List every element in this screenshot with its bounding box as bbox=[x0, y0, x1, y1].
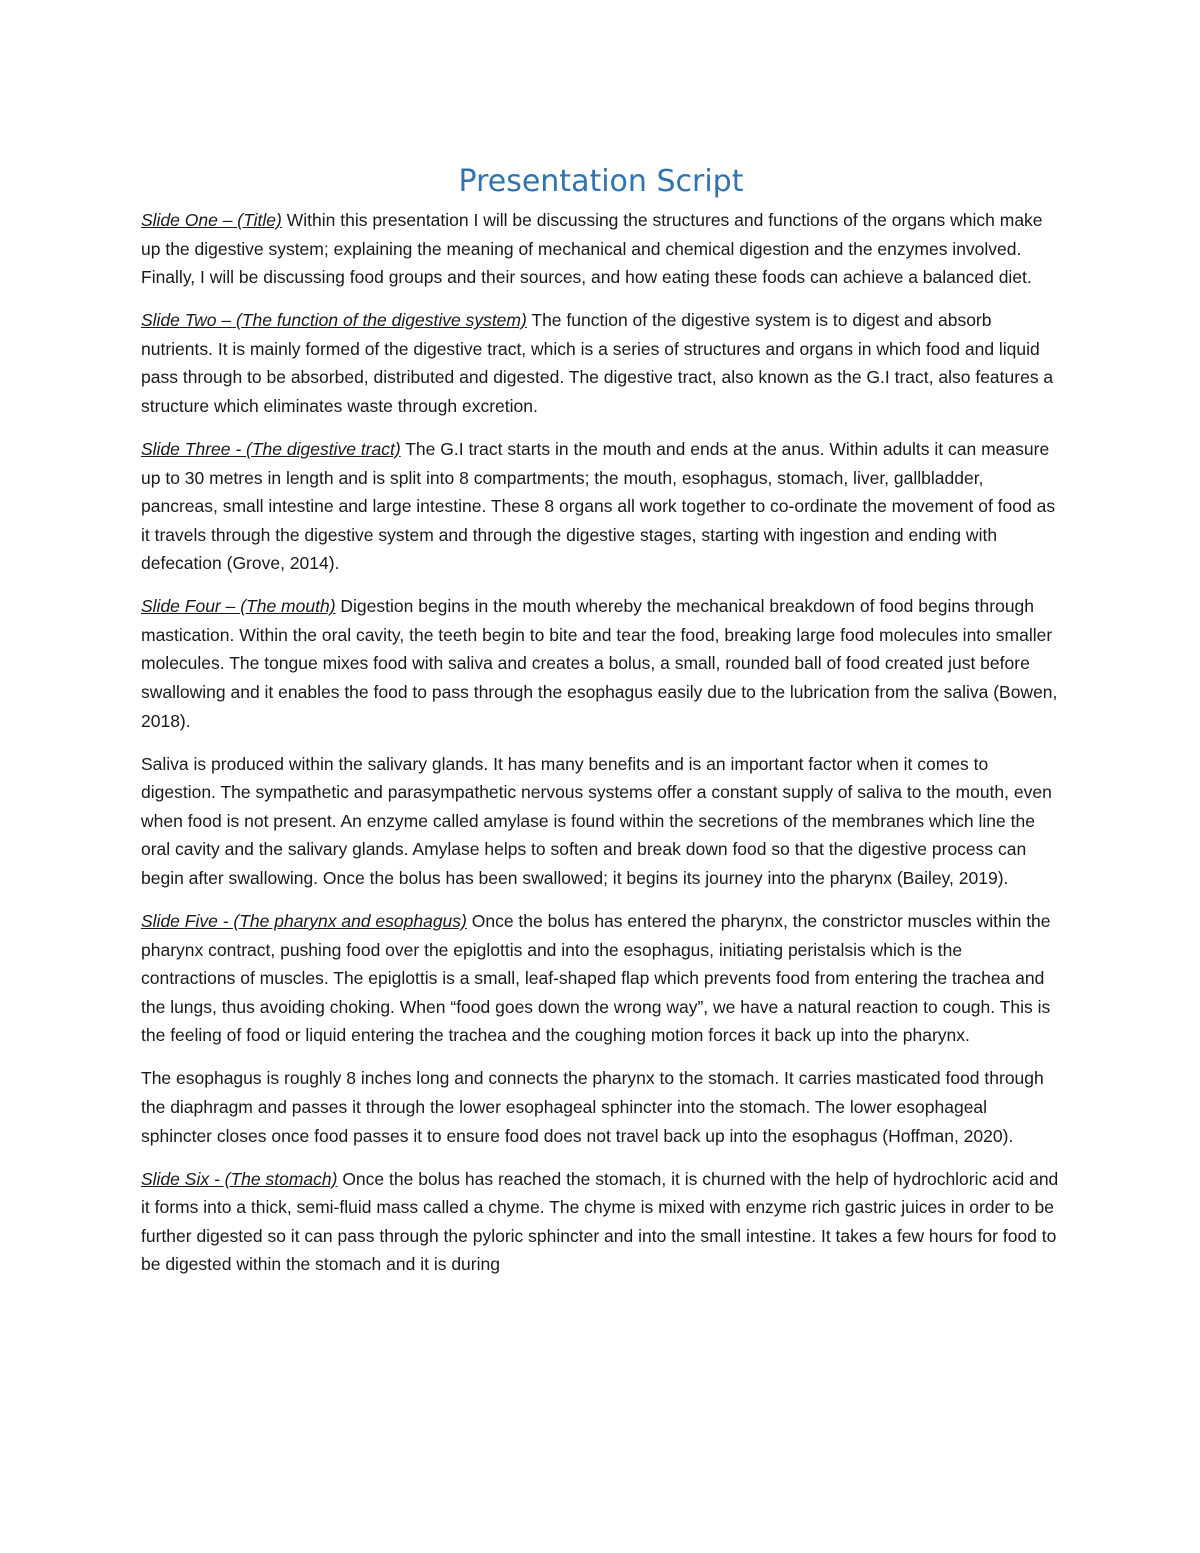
slide-label: Slide Two – (The function of the digestive system) bbox=[141, 310, 527, 331]
paragraph-slide-three bbox=[141, 435, 1061, 578]
slide-label: Slide Four – (The mouth) bbox=[141, 596, 336, 617]
paragraph-slide-five bbox=[141, 907, 1061, 1050]
paragraph-slide-six bbox=[141, 1165, 1061, 1279]
paragraph-slide-two bbox=[141, 306, 1061, 420]
slide-label: Slide One – (Title) bbox=[141, 210, 282, 230]
paragraph-text: Saliva is produced within the salivary glands. It has many benefits and is an important factor when it comes to digestion. The sympathetic and parasympathetic nervous systems offer a constant supply of saliva to the mouth, even when food is not present. An enzyme called amylase is found within the secretions of the membranes which line the oral cavity and the salivary glands. Amylase helps to soften and break down food so that the digestive process can begin after swallowing. Once the bolus has been swallowed; it begins its journey into the pharynx (Bailey, 2019). bbox=[141, 753, 1052, 889]
paragraph-text: The esophagus is roughly 8 inches long and connects the pharynx to the stomach. It carries masticated food through the diaphragm and passes it through the lower esophageal sphincter into the stomach. The lower esophageal sphincter closes once food passes it to ensure food does not travel back up into the esophagus (Hoffman, 2020). bbox=[141, 1068, 1044, 1146]
slide-label: Slide Five - (The pharynx and esophagus) bbox=[141, 911, 467, 932]
paragraph-text: Within this presentation I will be discussing the structures and functions of the organs which make up the digestive system; explaining the meaning of mechanical and chemical digestion and the enzymes involved. Finally, I will be discussing food groups and their sources, and how eating these foods can achieve a balanced diet. bbox=[141, 210, 1043, 288]
paragraph-saliva bbox=[141, 750, 1061, 893]
paragraph-text: Digestion begins in the mouth whereby the mechanical breakdown of food begins through mastication. Within the oral cavity, the teeth begin to bite and tear the food, breaking large food molecules into smaller molecules. The tongue mixes food with saliva and creates a bolus, a small, rounded ball of food created just before swallowing and it enables the food to pass through the esophagus easily due to the lubrication from the saliva (Bowen, 2018). bbox=[141, 596, 1058, 731]
page-title: Presentation Script bbox=[458, 164, 744, 199]
paragraph-text: Once the bolus has reached the stomach, it is churned with the help of hydrochloric acid and it forms into a thick, semi-fluid mass called a chyme. The chyme is mixed with enzyme rich gastric juices in order to be further digested so it can pass through the pyloric sphincter and into the small intestine. It takes a few hours for food to be digested within the stomach and it is during bbox=[141, 1168, 1059, 1275]
slide-label: Slide Six - (The stomach) bbox=[141, 1168, 338, 1189]
paragraph-text: The G.I tract starts in the mouth and ends at the anus. Within adults it can measure up to 30 metres in length and is split into 8 compartments; the mouth, esophagus, stomach, liver, gallbladder, pancreas, small intestine and large intestine. These 8 organs all work together to co-ordinate the movement of food as it travels through the digestive system and through the digestive stages, starting with ingestion and ending with defecation (Grove, 2014). bbox=[141, 438, 1056, 574]
document-body bbox=[141, 162, 1061, 1293]
paragraph-esophagus bbox=[141, 1064, 1061, 1150]
paragraph-text: Once the bolus has entered the pharynx, the constrictor muscles within the pharynx contract, pushing food over the epiglottis and into the esophagus, initiating peristalsis which is the contractions of muscles. The epiglottis is a small, leaf-shaped flap which prevents food from entering the trachea and the lungs, thus avoiding choking. When “food goes down the wrong way”, we have a natural reaction to cough. This is the feeling of food or liquid entering the trachea and the coughing motion forces it back up into the pharynx. bbox=[141, 911, 1051, 1046]
paragraph-slide-four bbox=[141, 592, 1061, 735]
slide-label: Slide Three - (The digestive tract) bbox=[141, 438, 401, 459]
paragraph-text: The function of the digestive system is to digest and absorb nutrients. It is mainly formed of the digestive tract, which is a series of structures and organs in which food and liquid pass through to be absorbed, distributed and digested. The digestive tract, also known as the G.I tract, also features a structure which eliminates waste through excretion. bbox=[141, 310, 1054, 416]
paragraph-slide-one bbox=[141, 206, 1061, 292]
